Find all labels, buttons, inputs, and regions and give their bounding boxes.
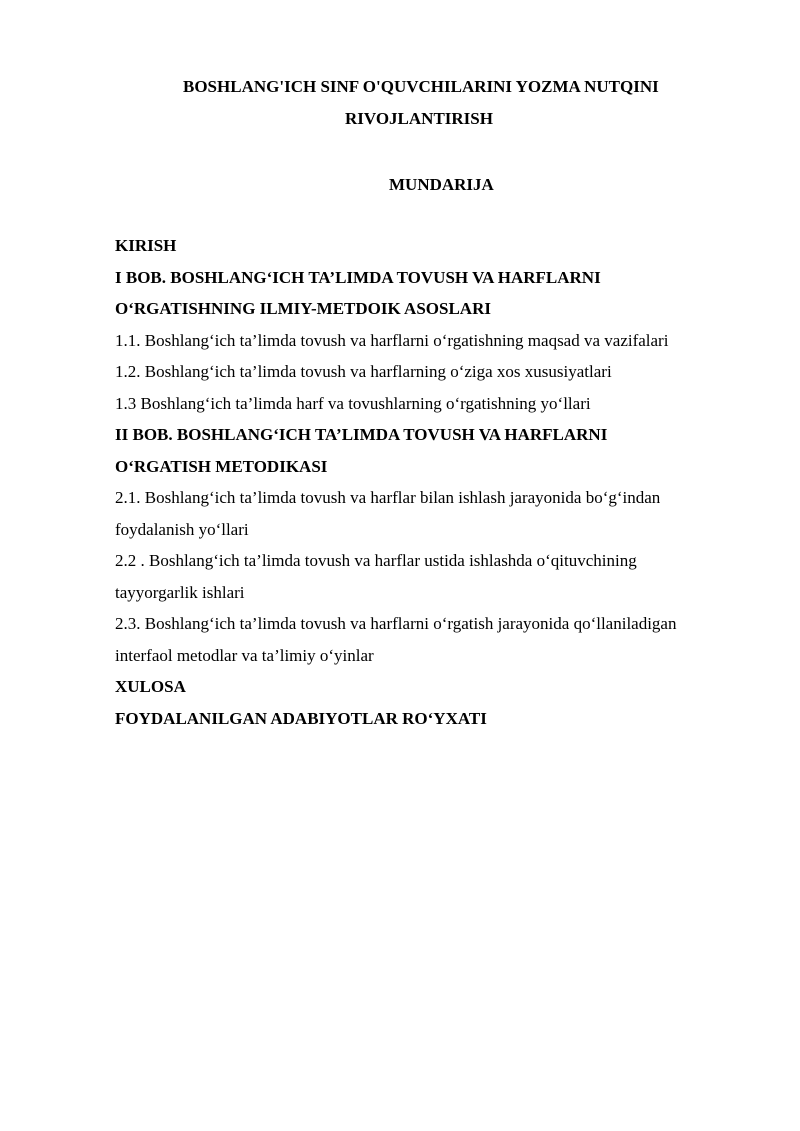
- document-title-line-2: RIVOJLANTIRISH: [345, 109, 493, 128]
- toc-section-2-3-line-1: 2.3. Boshlang‘ich ta’limda tovush va harflarni o‘rgatish jarayonida qo‘llaniladigan: [115, 614, 677, 633]
- toc-section-2-2-line-2: tayyorgarlik ishlari: [115, 582, 245, 602]
- document-title-line-1: BOSHLANG'ICH SINF O'QUVCHILARINI YOZMA NUTQINI: [183, 77, 659, 96]
- toc-references: FOYDALANILGAN ADABIYOTLAR RO‘YXATI: [115, 708, 487, 728]
- toc-section-1-1: 1.1. Boshlang‘ich ta’limda tovush va harflarni o‘rgatishning maqsad va vazifalari: [115, 330, 669, 350]
- toc-section-2-3-line-2: interfaol metodlar va ta’limiy o‘yinlar: [115, 645, 374, 665]
- toc-section-2-2-line-1: 2.2 . Boshlang‘ich ta’limda tovush va harflar ustida ishlashda o‘qituvchining: [115, 551, 637, 570]
- toc-section-2-1-line-1: 2.1. Boshlang‘ich ta’limda tovush va harflar bilan ishlash jarayonida bo‘g‘indan: [115, 488, 661, 507]
- toc-conclusion: XULOSA: [115, 677, 186, 696]
- toc-heading: MUNDARIJA: [389, 175, 494, 194]
- toc-section-2-1-line-2: foydalanish yo‘llari: [115, 519, 249, 539]
- table-of-contents: [115, 236, 755, 740]
- toc-chapter-2-line-1: II BOB. BOSHLANG‘ICH TA’LIMDA TOVUSH VA HARFLARNI: [115, 425, 608, 444]
- toc-chapter-1-line-2: O‘RGATISHNING ILMIY-METDOIK ASOSLARI: [115, 299, 491, 318]
- toc-section-1-2: 1.2. Boshlang‘ich ta’limda tovush va harflarning o‘ziga xos xususiyatlari: [115, 362, 612, 381]
- toc-section-1-3: 1.3 Boshlang‘ich ta’limda harf va tovushlarning o‘rgatishning yo‘llari: [115, 393, 591, 413]
- toc-intro: KIRISH: [115, 236, 177, 255]
- toc-chapter-1-line-1: I BOB. BOSHLANG‘ICH TA’LIMDA TOVUSH VA HARFLARNI: [115, 267, 601, 287]
- toc-chapter-2-line-2: O‘RGATISH METODIKASI: [115, 456, 328, 476]
